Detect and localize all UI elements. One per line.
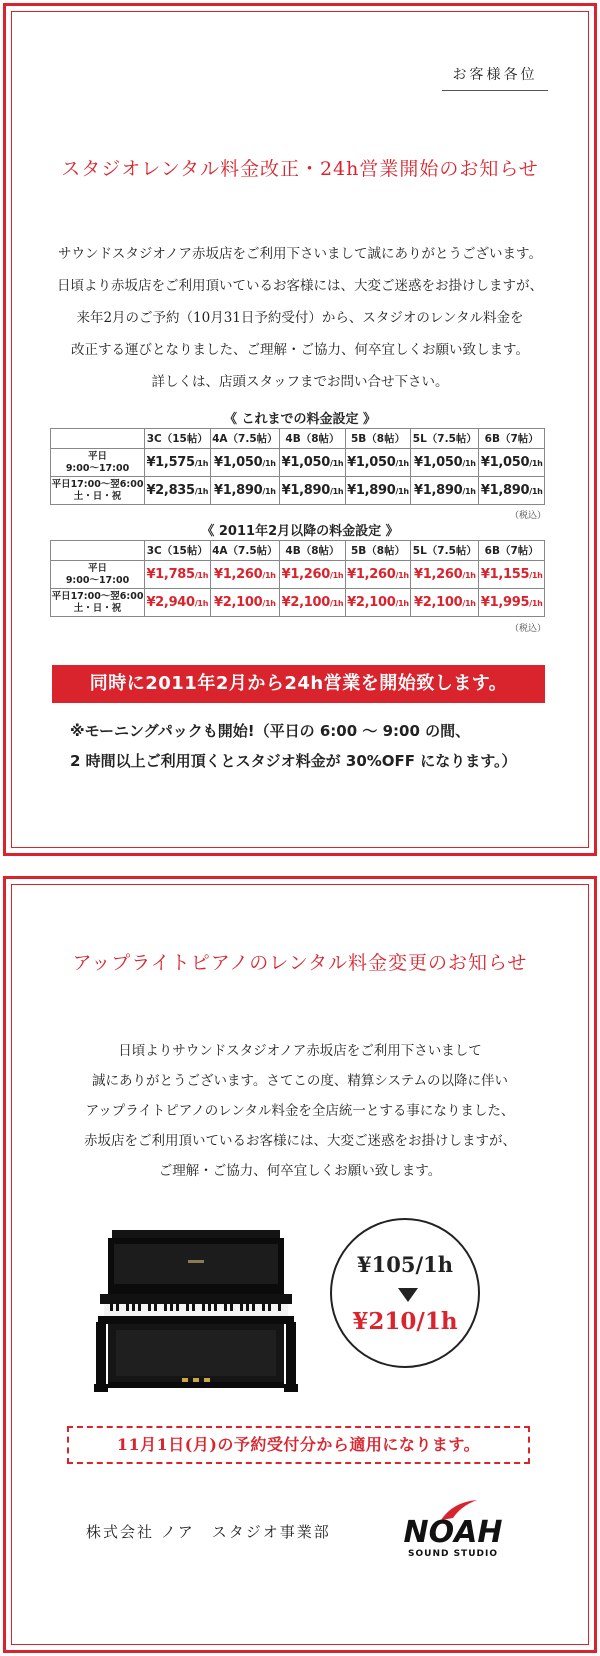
company-name: 株式会社 ノア スタジオ事業部 [86,1523,331,1541]
message-line: 誠にありがとうございます。さてこの度、精算システムの以降に伴い [91,1073,509,1089]
row-label-line: 平日17:00〜翌6:00 [51,478,144,490]
price-cell [145,561,211,589]
logo-mark [383,1498,523,1560]
price-value: ¥1,260 [281,567,330,582]
piano-rate-headline: アップライトピアノのレンタル料金変更のお知らせ [72,952,528,974]
price-unit: /1h [395,487,409,496]
table-corner [51,429,145,449]
new-rates-table [50,540,545,617]
column-header: 5L（7.5帖） [411,429,479,449]
price-value: ¥1,050 [281,455,330,470]
old-rates-table [50,428,545,505]
price-value: ¥1,890 [347,483,396,498]
price-value: ¥2,100 [347,595,396,610]
price-unit: /1h [194,571,209,580]
price-cell [411,561,479,589]
column-header: 6B（7帖） [479,541,545,561]
price-unit: /1h [194,459,209,468]
table-row-weekday [51,561,545,589]
column-header: 5L（7.5帖） [411,541,479,561]
price-value: ¥1,890 [214,483,263,498]
rate-revision-headline: スタジオレンタル料金改正・24h営業開始のお知らせ [61,158,539,180]
price-cell [345,561,411,589]
price-unit: /1h [395,571,409,580]
message-line: 来年2月のご予約（10月31日予約受付）から、スタジオのレンタル料金を [76,310,524,326]
row-label-line: 9:00〜17:00 [65,462,130,474]
message-line: 赤坂店をご利用頂いているお客様には、大変ご迷惑をお掛けしますが、 [84,1133,516,1149]
price-value: ¥1,995 [480,595,530,610]
message-line: 改正する運びとなりました、ご理解・ご協力、何卒宜しくお願い致します。 [71,342,529,358]
column-header: 3C（15帖） [145,429,211,449]
price-unit: /1h [462,487,476,496]
table-header-row [51,429,545,449]
price-unit: /1h [462,599,476,608]
tax-note: （税込） [509,624,546,634]
price-value: ¥1,260 [347,567,396,582]
row-label-line: 土・日・祝 [73,490,122,502]
price-unit: /1h [262,571,276,580]
salutation: お客様各位 [442,64,548,91]
row-label-night [51,477,145,505]
price-value: ¥1,575 [146,455,195,470]
upright-piano-image [94,1230,298,1398]
price-cell [210,477,280,505]
price-unit: /1h [462,571,476,580]
price-value: ¥1,050 [347,455,396,470]
logo-text: NOAH [403,1515,503,1550]
note-line: ※モーニングパックも開始!（平日の 6:00 〜 9:00 の間、 [70,722,471,740]
rate-revision-message [0,238,600,398]
price-unit: /1h [529,571,543,580]
price-value: ¥1,890 [480,483,530,498]
price-unit: /1h [329,571,344,580]
price-value: ¥1,050 [214,455,263,470]
table-corner [51,541,145,561]
table-row-night [51,477,545,505]
price-cell [280,449,346,477]
note-line: 2 時間以上ご利用頂くとスタジオ料金が 30%OFF になります。） [70,752,517,770]
price-unit: /1h [329,599,344,608]
column-header: 4A（7.5帖） [210,541,280,561]
column-header: 5B（8帖） [345,541,411,561]
row-label-line: 土・日・祝 [73,602,122,614]
price-value: ¥2,940 [146,595,195,610]
price-value: ¥1,785 [146,567,195,582]
price-unit: /1h [329,487,344,496]
message-line: アップライトピアノのレンタル料金を全店統一とする事になりました、 [85,1103,515,1119]
price-cell [345,477,411,505]
arrow-down-icon [398,1288,418,1302]
price-cell [411,589,479,617]
price-unit: /1h [529,487,543,496]
row-label-line: 平日 [87,562,107,574]
table-header-row [51,541,545,561]
price-cell [479,589,545,617]
price-cell [411,449,479,477]
row-label-night [51,589,145,617]
message-line: 日頃よりサウンドスタジオノア赤坂店をご利用下さいまして [118,1043,482,1059]
price-value: ¥2,100 [414,595,463,610]
old-piano-price: ¥105/1h [357,1252,453,1277]
price-unit: /1h [262,487,276,496]
price-value: ¥2,100 [281,595,330,610]
old-rates-title: 《 これまでの料金設定 》 [223,412,377,427]
price-cell [210,449,280,477]
price-value: ¥1,890 [414,483,463,498]
logo-subtext: SOUND STUDIO [408,1549,498,1559]
price-cell [145,477,211,505]
price-value: ¥2,835 [146,483,195,498]
morning-pack-note [70,716,517,776]
price-unit: /1h [329,459,344,468]
price-cell [145,589,211,617]
price-value: ¥1,260 [414,567,463,582]
table-row-night [51,589,545,617]
column-header: 4B（8帖） [280,541,346,561]
price-cell [280,477,346,505]
price-cell [411,477,479,505]
price-unit: /1h [395,599,409,608]
price-cell [280,589,346,617]
price-unit: /1h [462,459,476,468]
price-unit: /1h [194,487,209,496]
24h-announcement-banner: 同時に2011年2月から24h営業を開始致します。 [52,665,545,703]
row-label-line: 9:00〜17:00 [65,574,130,586]
price-cell [345,449,411,477]
price-unit: /1h [395,459,409,468]
apply-date-notice: 11月1日(月)の予約受付分から適用になります。 [67,1426,530,1464]
row-label-weekday [51,449,145,477]
price-value: ¥1,050 [480,455,530,470]
price-unit: /1h [262,459,276,468]
price-value: ¥1,050 [414,455,463,470]
piano-rate-message [0,1036,600,1186]
message-line: サウンドスタジオノア赤坂店をご利用下さいまして誠にありがとうございます。 [58,246,542,262]
price-cell [479,449,545,477]
new-rates-title: 《 2011年2月以降の料金設定 》 [201,524,399,539]
price-value: ¥1,155 [480,567,530,582]
price-value: ¥2,100 [214,595,263,610]
message-line: 詳しくは、店頭スタッフまでお問い合せ下さい。 [151,374,449,390]
price-unit: /1h [262,599,276,608]
price-unit: /1h [194,599,209,608]
price-cell [210,589,280,617]
row-label-line: 平日 [87,450,107,462]
price-cell [345,589,411,617]
price-cell [479,477,545,505]
column-header: 5B（8帖） [345,429,411,449]
message-line: 日頃より赤坂店をご利用頂いているお客様には、大変ご迷惑をお掛けしますが、 [57,278,543,294]
column-header: 6B（7帖） [479,429,545,449]
price-unit: /1h [529,599,543,608]
price-cell [280,561,346,589]
new-piano-price: ¥210/1h [352,1308,458,1335]
row-label-line: 平日17:00〜翌6:00 [51,590,144,602]
price-value: ¥1,890 [281,483,330,498]
price-unit: /1h [529,459,543,468]
price-value: ¥1,260 [214,567,263,582]
price-cell [210,561,280,589]
message-line: ご理解・ご協力、何卒宜しくお願い致します。 [158,1163,442,1179]
price-cell [479,561,545,589]
column-header: 4B（8帖） [280,429,346,449]
table-row-weekday [51,449,545,477]
tax-note: （税込） [509,511,546,521]
row-label-weekday [51,561,145,589]
column-header: 3C（15帖） [145,541,211,561]
price-change-circle [330,1218,480,1368]
price-cell [145,449,211,477]
column-header: 4A（7.5帖） [210,429,280,449]
noah-sound-studio-logo [383,1498,523,1560]
